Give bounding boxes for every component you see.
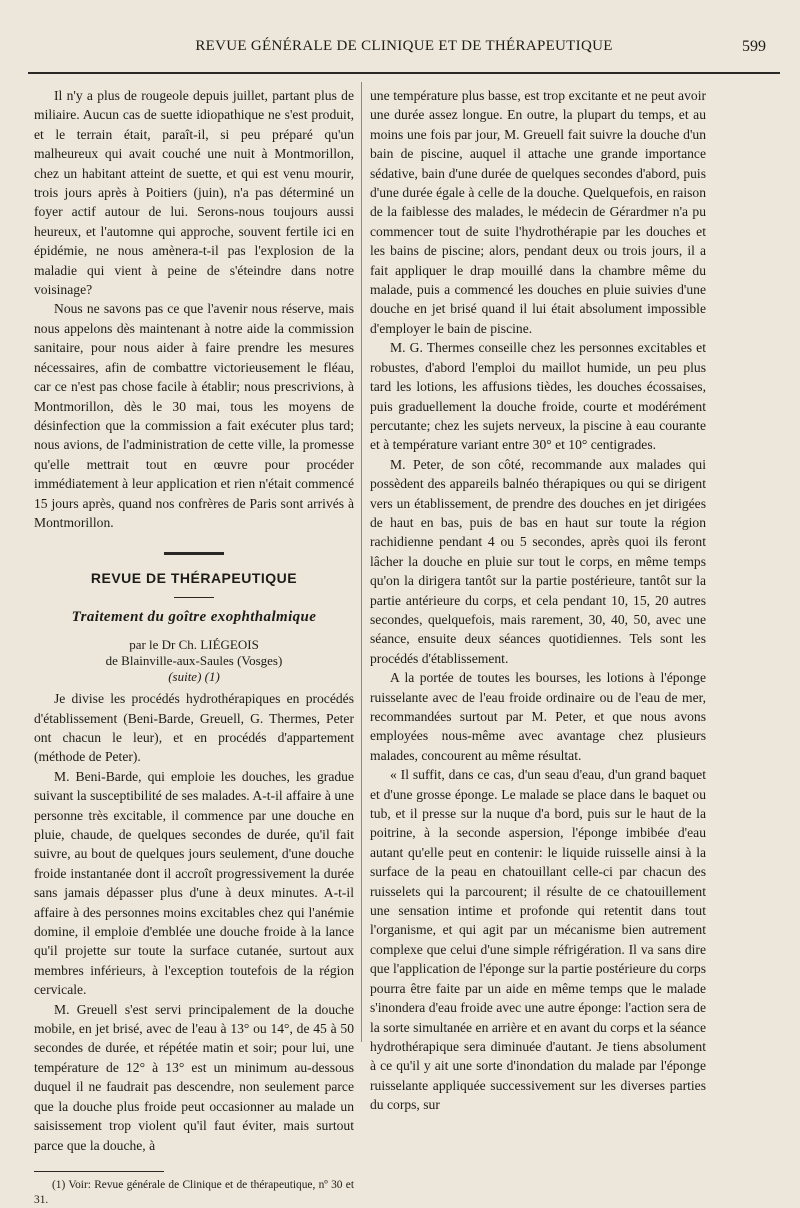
paragraph: Il n'y a plus de rougeole depuis juillet, partant plus de miliaire. Aucun cas de suette idiopathique ne s'est produit, et le terrain était, paraît-il, si peu préparé qu'un malheureux qui avait couché une nuit à Montmorillon, chez un habitant atteint de suette, et qui est venu mourir, trois jours après à Poitiers (juin), n'a pas déterminé un foyer actif autour de lui. Serons-nous toujours aussi heureux, et l'automne qui approche, souvent fertile ici en épidémie, ne nous amènera-t-il pas l'explosion de la maladie qui vient à peine de s'éteindre dans notre voisinage?	[34, 88, 354, 298]
paragraph: M. Peter, de son côté, recommande aux malades qui possèdent des appareils balnéo thérapiques ou qui se dirigent vers un établissement, de prendre des douches en jet dirigées de haut en bas, puis de bas en haut sur toute la région rachidienne pendant 4 ou 5 secondes, après quoi ils feront lâcher la douche en pluie sur tout le corps, en même temps qu'on la dirigera tantôt sur la partie postérieure, tantôt sur la partie antérieure du corps, et cela pendant 10, 15, 20 autres secondes, quelquefois, mais rarement, 30, 40, 50, avec une séance, ensuite deux séances quotidiennes. Tels sont les procédés d'établissement.	[370, 456, 706, 666]
author-location: de Blainville-aux-Saules (Vosges)	[105, 653, 283, 669]
paragraph: A la portée de toutes les bourses, les lotions à l'éponge ruisselante avec de l'eau froide ordinaire ou de l'eau de mer, recommandées surtout par M. Peter, et que nous avons employées nous-même avec avantage chez plusieurs malades, concourent au même résultat.	[370, 670, 706, 763]
running-title: REVUE GÉNÉRALE DE CLINIQUE ET DE THÉRAPEUTIQUE	[195, 38, 613, 54]
page-number: 599	[742, 38, 766, 55]
paragraph: « Il suffit, dans ce cas, d'un seau d'eau, d'un grand baquet et d'une grosse éponge. Le malade se place dans le baquet ou tub, et il presse sur la nuque d'a bord, puis sur le haut de la poitrine, à la seconde aspersion, l'éponge imbibée d'eau autant qu'elle peut en contenir: le liquide ruisselle ainsi à la surface de la peau en chatouillant celle-ci par chacun des ruisselets qui la parcourent; il résulte de ce chatouillement une sensation intime et profonde qui retentit dans tout l'organisme, et qui agit par un mécanisme bien autrement complexe que celui d'une simple réfrigération. Il va sans dire que l'application de l'éponge sur la partie postérieure du corps pourra être faite par un aide en même temps que le malade s'inondera d'eau froide avec une autre éponge: l'action sera de la sorte simultanée en arrière et en avant du corps et la séance hydrothérapique sera diminuée d'autant. Je tiens absolument à ce qu'il y ait une sorte d'inondation du malade par l'éponge ruisselante appliquée successivement sur les diverses parties du corps, sur	[370, 767, 706, 1113]
page-header	[28, 38, 780, 64]
continuation-note: (suite) (1)	[168, 669, 220, 685]
left-column	[34, 86, 354, 1208]
footnote: (1) Voir: Revue générale de Clinique et de thérapeutique, nº 30 et 31.	[34, 1178, 354, 1206]
paragraph: M. Beni-Barde, qui emploie les douches, les gradue suivant la susceptibilité de ses malades. A-t-il affaire à une personne très excitable, il commence par une douche en pluie, chaude, de quelques secondes de durée, qu'il fait suivre, au bout de quelques jours seulement, d'une douche froide instantanée dont il accroît progressivement la durée sans jamais dépasser plus d'une à deux minutes. A-t-il affaire à des personnes moins excitables chez qui l'anémie domine, il emploie d'emblée une douche froide à la lance qu'il projette sur toute la surface cutanée, surtout aux membres inférieurs, à l'exception toutefois de la région cervicale.	[34, 768, 354, 998]
paragraph: M. G. Thermes conseille chez les personnes excitables et robustes, d'abord l'emploi du maillot humide, un peu plus tard les lotions, les affusions tièdes, les douches écossaises, puis graduellement la douche froide, courte et modérément percutante; chez les sujets nerveux, la piscine à eau courante et à température variant entre 30° et 10° centigrades.	[370, 340, 706, 453]
section-title: REVUE DE THÉRAPEUTIQUE	[90, 570, 298, 587]
article-title: Traitement du goître exophthalmique	[71, 608, 317, 625]
column-divider	[361, 82, 362, 1042]
section-separator	[164, 552, 224, 555]
author-byline: par le Dr Ch. LIÉGEOIS	[129, 637, 259, 653]
paragraph: une température plus basse, est trop excitante et ne peut avoir une durée assez longue. En outre, la plupart du temps, et au moins une fois par jour, M. Greuell fait suivre la douche d'un bain de piscine, auquel il attache une grande importance sédative, bain d'une durée de quelques secondes d'abord, puis d'une durée égale à celle de la douche. Quelquefois, en raison de la faiblesse des malades, le médecin de Gérardmer n'a pu commencer tout de suite l'hydrothérapie par les douches et les bains de piscine; alors, pendant deux ou trois jours, il a fait appliquer le drap mouillé dans la chambre même du malade, puis a commencé les douches en pluie suivies d'une douche en jet brisé quand il lui était absolument impossible d'employer le bain de piscine.	[370, 88, 706, 336]
paragraph: Je divise les procédés hydrothérapiques en procédés d'établissement (Beni-Barde, Greuell, G. Thermes, Peter ont chacun le leur), et en procédés d'appartement (méthode de Peter).	[34, 691, 354, 765]
paragraph: Nous ne savons pas ce que l'avenir nous réserve, mais nous appelons dès maintenant à notre aide la commission sanitaire, pour nous aider à faire prendre les mesures nécessaires, afin de combattre victorieusement le fléau, car ce n'est pas chose facile à établir; nous prescrivions, à Montmorillon, dès le 30 mai, tous les moyens de désinfection que la commission a fait exécuter plus tard; nous avions, de l'administration de cette ville, la promesse qu'elle mettrait tout en œuvre pour procéder immédiatement à leur application et rien n'était commencé 15 jours après, quand nos confrères de Paris sont arrivés à Montmorillon.	[34, 301, 354, 530]
right-column	[370, 86, 706, 1115]
paragraph: M. Greuell s'est servi principalement de la douche mobile, en jet brisé, avec de l'eau à 13° ou 14°, de 45 à 50 secondes de durée, et répétée matin et soir; pour lui, une température de 12° à 13° est un minimum au-dessous duquel il ne faudrait pas descendre, non seulement parce que la douche plus froide peut occasionner au malade un saisissement trop violent qu'il faut éviter, mais surtout parce que la douche, à	[34, 1001, 354, 1153]
footnote-rule	[34, 1171, 164, 1172]
title-rule	[174, 597, 214, 598]
header-rule	[28, 72, 780, 74]
